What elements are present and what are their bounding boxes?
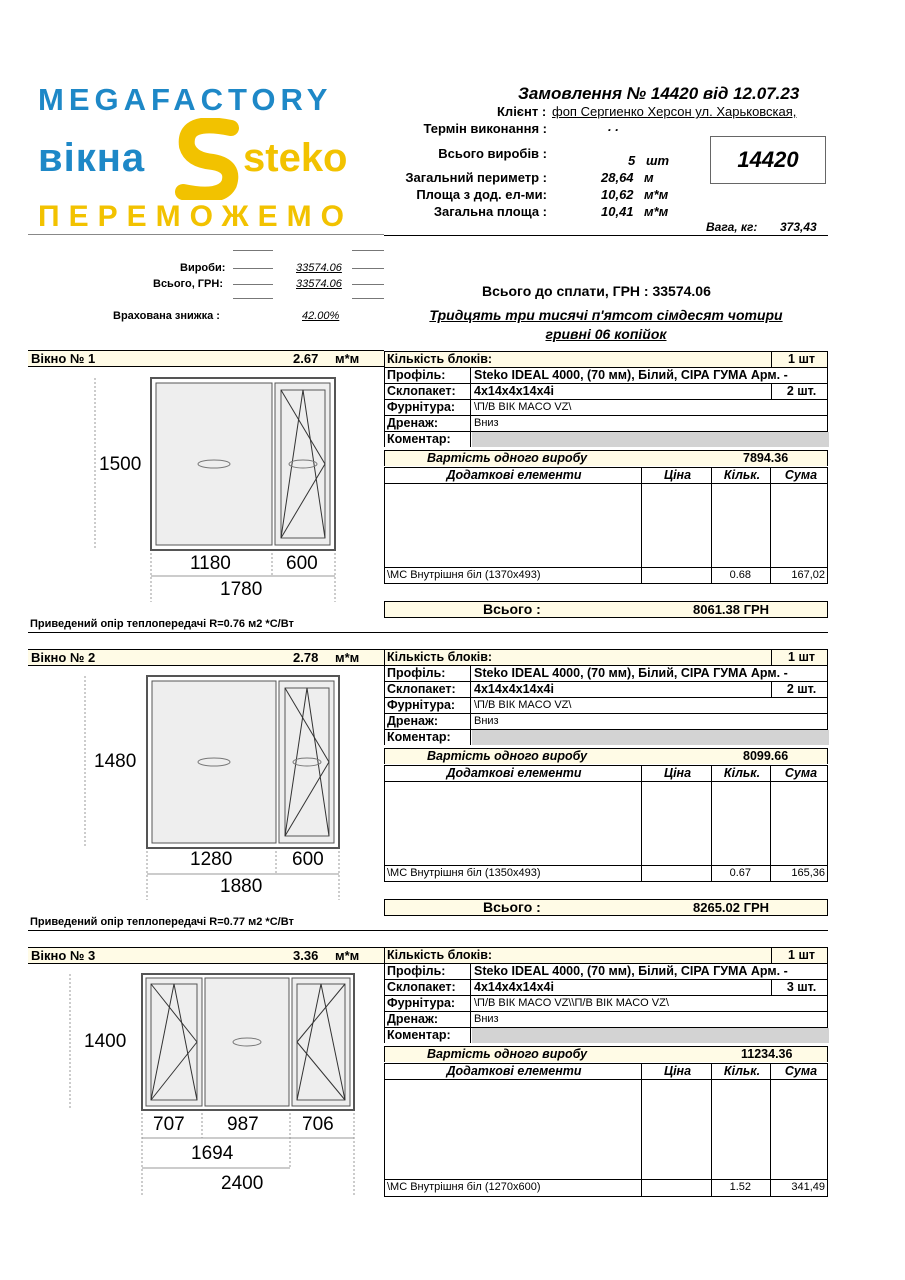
- window-1-area: 2.67: [293, 351, 319, 366]
- comment-value: [472, 730, 829, 745]
- profile-value: Steko IDEAL 4000, (70 мм), Білий, СІРА ГУМА Арм. -: [474, 666, 788, 680]
- logo-vikna: вікна: [38, 136, 146, 180]
- order-number: 14420: [737, 147, 799, 172]
- drain-label: Дренаж:: [385, 1012, 471, 1027]
- area-unit: м*м: [644, 204, 669, 219]
- items-label: Всього виробів :: [438, 146, 547, 161]
- window-2-height: 1480: [94, 751, 137, 772]
- logo-peremozhemo: ПЕРЕМОЖЕМО: [38, 200, 353, 233]
- total-label: Всього :: [483, 900, 541, 915]
- unit-cost-label: Вартість одного виробу: [427, 451, 588, 465]
- window-2-width-total: 1880: [220, 876, 263, 897]
- area-add-unit: м*м: [644, 187, 669, 202]
- glass-label: Склопакет:: [385, 980, 471, 995]
- total-value: 33574.06: [296, 278, 342, 290]
- col-qty: Кільк.: [712, 468, 771, 483]
- window-3-width-total: 2400: [221, 1173, 264, 1194]
- window-2-title: Вікно № 2: [31, 650, 96, 665]
- col-sum: Сума: [784, 766, 818, 780]
- window-3-area-unit: м*м: [335, 948, 360, 963]
- drain-value: Вниз: [474, 715, 499, 727]
- blocks-value: 1 шт: [771, 352, 829, 367]
- glass-value: 4x14x4x14x4i: [474, 682, 554, 696]
- items-value: 5: [628, 153, 636, 168]
- products-label: Вироби:: [180, 262, 226, 274]
- drain-label: Дренаж:: [385, 714, 471, 729]
- extra-sum: 341,49: [791, 1181, 825, 1193]
- sum-in-words-1: Тридцять три тисячі п'ятсот сімдесят чотири: [429, 307, 783, 323]
- window-3-width-1: 707: [153, 1114, 185, 1135]
- window-2-drawing: [75, 670, 345, 910]
- window-2-area: 2.78: [293, 650, 319, 665]
- window-2-resistance: Приведений опір теплопередачі R=0.77 м2 *С/Вт: [30, 916, 294, 928]
- glass-qty: 3 шт.: [771, 980, 829, 995]
- perimeter-unit: м: [644, 170, 654, 185]
- pay-total: Всього до сплати, ГРН : 33574.06: [482, 283, 711, 299]
- discount-label: Врахована знижка :: [113, 310, 220, 322]
- extra-sum: 167,02: [791, 569, 825, 581]
- weight-label: Вага, кг:: [706, 220, 758, 234]
- profile-label: Профіль:: [385, 666, 471, 681]
- extra-qty: 0.68: [729, 569, 751, 581]
- window-3-area: 3.36: [293, 948, 319, 963]
- items-unit: шт: [646, 153, 670, 168]
- unit-cost-value: 8099.66: [743, 749, 789, 763]
- col-add-elements: Додаткові елементи: [385, 1064, 642, 1079]
- profile-label: Профіль:: [385, 964, 471, 979]
- col-sum: Сума: [784, 1064, 818, 1078]
- blocks-value: 1 шт: [771, 650, 829, 665]
- window-1-width-1: 1180: [190, 553, 231, 574]
- blocks-label: Кількість блоків:: [387, 650, 493, 664]
- order-number-box: [710, 136, 826, 184]
- area-value: 10,41: [601, 204, 634, 219]
- col-sum: Сума: [784, 468, 818, 482]
- col-qty: Кільк.: [712, 766, 771, 781]
- term-value: . .: [608, 119, 619, 134]
- total-label: Всього :: [483, 602, 541, 617]
- unit-cost-value: 7894.36: [743, 451, 789, 465]
- window-1-header: [28, 350, 384, 367]
- area-add-label: Площа з дод. ел-ми:: [416, 187, 547, 202]
- comment-label: Коментар:: [385, 432, 471, 447]
- total-value: 8061.38 ГРН: [693, 602, 770, 617]
- extra-name: \МС Внутрішня біл (1370x493): [387, 569, 541, 581]
- discount-value: 42.00%: [302, 310, 340, 322]
- weight-value: 373,43: [780, 220, 817, 234]
- hardware-label: Фурнітура:: [385, 996, 471, 1011]
- blocks-label: Кількість блоків:: [387, 948, 493, 962]
- window-1-width-total: 1780: [220, 579, 263, 600]
- total-label: Всього, ГРН:: [153, 278, 223, 290]
- extra-sum: 165,36: [791, 867, 825, 879]
- logo-s-icon: [173, 118, 243, 200]
- glass-label: Склопакет:: [385, 384, 471, 399]
- unit-cost-label: Вартість одного виробу: [427, 749, 588, 763]
- sum-in-words-2: гривні 06 копійок: [545, 326, 667, 342]
- window-3-title: Вікно № 3: [31, 948, 96, 963]
- drain-value: Вниз: [474, 417, 499, 429]
- window-3-header: [28, 947, 384, 964]
- perimeter-label: Загальний периметр :: [405, 170, 547, 185]
- col-add-elements: Додаткові елементи: [385, 766, 642, 781]
- logo-megafactory: MEGAFACTORY: [38, 82, 333, 117]
- glass-value: 4x14x4x14x4i: [474, 980, 554, 994]
- blocks-value: 1 шт: [771, 948, 829, 963]
- profile-value: Steko IDEAL 4000, (70 мм), Білий, СІРА ГУМА Арм. -: [474, 964, 788, 978]
- client-label: Клієнт :: [497, 104, 547, 119]
- glass-label: Склопакет:: [385, 682, 471, 697]
- drain-value: Вниз: [474, 1013, 499, 1025]
- extra-name: \МС Внутрішня біл (1350x493): [387, 867, 541, 879]
- glass-qty: 2 шт.: [771, 682, 829, 697]
- hardware-value: \П/В ВІК MACO VZ\\П/В ВІК MACO VZ\: [474, 997, 669, 1009]
- window-1-width-2: 600: [286, 553, 318, 574]
- col-qty: Кільк.: [712, 1064, 771, 1079]
- glass-value: 4x14x4x14x4i: [474, 384, 554, 398]
- window-1-height: 1500: [99, 454, 142, 475]
- total-value: 8265.02 ГРН: [693, 900, 770, 915]
- window-3-width-2: 987: [227, 1114, 259, 1135]
- hardware-value: \П/В ВІК MACO VZ\: [474, 699, 572, 711]
- window-3-width-3: 706: [302, 1114, 334, 1135]
- comment-value: [472, 432, 829, 447]
- window-2-header: [28, 649, 384, 666]
- area-label: Загальна площа :: [433, 204, 547, 219]
- hardware-value: \П/В ВІК MACO VZ\: [474, 401, 572, 413]
- drain-label: Дренаж:: [385, 416, 471, 431]
- comment-label: Коментар:: [385, 1028, 471, 1043]
- profile-label: Профіль:: [385, 368, 471, 383]
- window-2-width-1: 1280: [190, 849, 233, 870]
- comment-label: Коментар:: [385, 730, 471, 745]
- comment-value: [472, 1028, 829, 1043]
- blocks-label: Кількість блоків:: [387, 352, 493, 366]
- hardware-label: Фурнітура:: [385, 698, 471, 713]
- client-value: фоп Сергиенко Херсон ул. Харьковская,: [552, 104, 797, 119]
- window-3-width-mid: 1694: [191, 1143, 234, 1164]
- term-label: Термін виконання :: [423, 121, 547, 136]
- profile-value: Steko IDEAL 4000, (70 мм), Білий, СІРА ГУМА Арм. -: [474, 368, 788, 382]
- glass-qty: 2 шт.: [771, 384, 829, 399]
- perimeter-value: 28,64: [601, 170, 634, 185]
- unit-cost-label: Вартість одного виробу: [427, 1047, 588, 1061]
- extra-name: \МС Внутрішня біл (1270x600): [387, 1181, 541, 1193]
- extra-qty: 1.52: [729, 1181, 751, 1193]
- window-1-area-unit: м*м: [335, 351, 360, 366]
- hardware-label: Фурнітура:: [385, 400, 471, 415]
- unit-cost-value: 11234.36: [741, 1047, 793, 1061]
- window-1-resistance: Приведений опір теплопередачі R=0.76 м2 *С/Вт: [30, 618, 294, 630]
- window-2-width-2: 600: [292, 849, 324, 870]
- extra-qty: 0.67: [729, 867, 751, 879]
- logo-steko: steko: [243, 136, 348, 180]
- col-price: Ціна: [642, 468, 712, 483]
- col-price: Ціна: [642, 766, 712, 781]
- window-3-drawing: [60, 968, 360, 1200]
- col-price: Ціна: [642, 1064, 712, 1079]
- window-2-area-unit: м*м: [335, 650, 360, 665]
- products-value: 33574.06: [296, 262, 342, 274]
- area-add-value: 10,62: [601, 187, 634, 202]
- window-1-title: Вікно № 1: [31, 351, 96, 366]
- order-title: Замовлення № 14420 від 12.07.23: [518, 84, 800, 103]
- window-3-height: 1400: [84, 1031, 127, 1052]
- col-add-elements: Додаткові елементи: [385, 468, 642, 483]
